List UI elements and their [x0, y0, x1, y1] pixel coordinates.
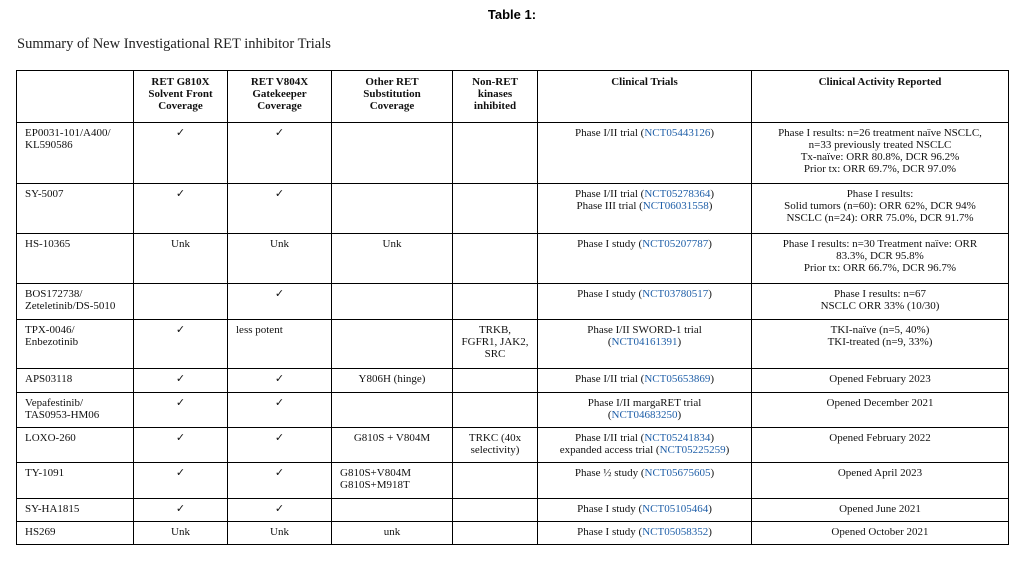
nct-link[interactable]: NCT05058352 [642, 526, 709, 538]
other-ret-cell [332, 284, 453, 320]
g810x-cell: ✓ [134, 393, 228, 428]
table-row [17, 369, 1009, 393]
header-other-ret: Other RET Substitution Coverage [332, 71, 453, 123]
clinical-activity-cell: Opened April 2023 [752, 463, 1009, 499]
v804x-cell: ✓ [228, 463, 332, 499]
nct-link[interactable]: NCT05675605 [644, 467, 711, 479]
non-ret-cell [453, 522, 538, 545]
drug-name-cell: HS-10365 [17, 234, 134, 284]
g810x-cell: Unk [134, 234, 228, 284]
nct-link[interactable]: NCT06031558 [642, 200, 709, 212]
nct-link[interactable]: NCT03780517 [642, 288, 709, 300]
v804x-cell: ✓ [228, 393, 332, 428]
nct-link[interactable]: NCT05443126 [644, 127, 711, 139]
other-ret-cell: Y806H (hinge) [332, 369, 453, 393]
drug-name-cell: BOS172738/ Zeteletinib/DS-5010 [17, 284, 134, 320]
header-clinical-trials: Clinical Trials [538, 71, 752, 123]
v804x-cell: Unk [228, 522, 332, 545]
drug-name-cell: HS269 [17, 522, 134, 545]
nct-link[interactable]: NCT05278364 [644, 188, 711, 200]
clinical-activity-cell: TKI-naïve (n=5, 40%) TKI-treated (n=9, 33%) [752, 320, 1009, 369]
nct-link[interactable]: NCT04683250 [611, 409, 678, 421]
clinical-activity-cell: Opened February 2022 [752, 428, 1009, 463]
clinical-activity-cell: Opened June 2021 [752, 499, 1009, 522]
clinical-trials-cell: Phase I/II margaRET trial (NCT04683250) [538, 393, 752, 428]
table-row [17, 499, 1009, 522]
non-ret-cell [453, 184, 538, 234]
table-row [17, 234, 1009, 284]
v804x-cell: ✓ [228, 369, 332, 393]
clinical-activity-cell: Phase I results: n=30 Treatment naïve: ORR 83.3%, DCR 95.8% Prior tx: ORR 66.7%, DCR 96.7% [752, 234, 1009, 284]
nct-link[interactable]: NCT04161391 [611, 336, 678, 348]
g810x-cell: Unk [134, 522, 228, 545]
header-g810x: RET G810X Solvent Front Coverage [134, 71, 228, 123]
clinical-activity-cell: Opened October 2021 [752, 522, 1009, 545]
g810x-cell: ✓ [134, 320, 228, 369]
table-row [17, 393, 1009, 428]
non-ret-cell [453, 284, 538, 320]
v804x-cell: ✓ [228, 184, 332, 234]
g810x-cell: ✓ [134, 123, 228, 184]
other-ret-cell [332, 393, 453, 428]
clinical-activity-cell: Opened December 2021 [752, 393, 1009, 428]
clinical-activity-cell: Phase I results: Solid tumors (n=60): ORR 62%, DCR 94% NSCLC (n=24): ORR 75.0%, DCR 91.7% [752, 184, 1009, 234]
other-ret-cell: G810S+V804M G810S+M918T [332, 463, 453, 499]
clinical-trials-cell: Phase I study (NCT03780517) [538, 284, 752, 320]
clinical-trials-cell: Phase I study (NCT05207787) [538, 234, 752, 284]
drug-name-cell: EP0031-101/A400/ KL590586 [17, 123, 134, 184]
non-ret-cell [453, 499, 538, 522]
table-row [17, 522, 1009, 545]
other-ret-cell [332, 123, 453, 184]
other-ret-cell: Unk [332, 234, 453, 284]
v804x-cell: ✓ [228, 123, 332, 184]
v804x-cell: Unk [228, 234, 332, 284]
v804x-cell: less potent [228, 320, 332, 369]
header-clinical-activity: Clinical Activity Reported [752, 71, 1009, 123]
other-ret-cell [332, 320, 453, 369]
header-v804x: RET V804X Gatekeeper Coverage [228, 71, 332, 123]
v804x-cell: ✓ [228, 284, 332, 320]
other-ret-cell [332, 499, 453, 522]
non-ret-cell [453, 463, 538, 499]
drug-name-cell: APS03118 [17, 369, 134, 393]
non-ret-cell [453, 234, 538, 284]
g810x-cell [134, 284, 228, 320]
nct-link[interactable]: NCT05241834 [644, 432, 711, 444]
table-row [17, 123, 1009, 184]
table-title: Table 1: [487, 7, 537, 22]
nct-link[interactable]: NCT05225259 [659, 444, 726, 456]
clinical-trials-cell: Phase I/II trial (NCT05653869) [538, 369, 752, 393]
non-ret-cell: TRKC (40x selectivity) [453, 428, 538, 463]
clinical-trials-cell: Phase I/II trial (NCT05278364) Phase III trial (NCT06031558) [538, 184, 752, 234]
other-ret-cell: G810S + V804M [332, 428, 453, 463]
clinical-trials-cell: Phase ½ study (NCT05675605) [538, 463, 752, 499]
table-row [17, 463, 1009, 499]
clinical-trials-cell: Phase I/II trial (NCT05443126) [538, 123, 752, 184]
g810x-cell: ✓ [134, 428, 228, 463]
v804x-cell: ✓ [228, 499, 332, 522]
drug-name-cell: SY-5007 [17, 184, 134, 234]
clinical-activity-cell: Opened February 2023 [752, 369, 1009, 393]
clinical-trials-cell: Phase I/II trial (NCT05241834) expanded access trial (NCT05225259) [538, 428, 752, 463]
table-row [17, 428, 1009, 463]
header-row [17, 71, 1009, 123]
drug-name-cell: Vepafestinib/ TAS0953-HM06 [17, 393, 134, 428]
nct-link[interactable]: NCT05105464 [642, 503, 709, 515]
header-drug [17, 71, 134, 123]
non-ret-cell: TRKB, FGFR1, JAK2, SRC [453, 320, 538, 369]
g810x-cell: ✓ [134, 463, 228, 499]
drug-name-cell: TPX-0046/ Enbezotinib [17, 320, 134, 369]
drug-name-cell: LOXO-260 [17, 428, 134, 463]
nct-link[interactable]: NCT05207787 [642, 238, 709, 250]
g810x-cell: ✓ [134, 369, 228, 393]
clinical-activity-cell: Phase I results: n=26 treatment naïve NSCLC, n=33 previously treated NSCLC Tx-naïve: ORR 80.8%, DCR 96.2% Prior tx: ORR 69.7%, DCR 97.0% [752, 123, 1009, 184]
v804x-cell: ✓ [228, 428, 332, 463]
other-ret-cell: unk [332, 522, 453, 545]
table-row [17, 320, 1009, 369]
ret-inhibitor-table [16, 70, 1009, 545]
non-ret-cell [453, 369, 538, 393]
clinical-activity-cell: Phase I results: n=67 NSCLC ORR 33% (10/30) [752, 284, 1009, 320]
g810x-cell: ✓ [134, 499, 228, 522]
drug-name-cell: SY-HA1815 [17, 499, 134, 522]
table-caption: Summary of New Investigational RET inhibitor Trials [17, 36, 331, 52]
clinical-trials-cell: Phase I/II SWORD-1 trial (NCT04161391) [538, 320, 752, 369]
non-ret-cell [453, 393, 538, 428]
g810x-cell: ✓ [134, 184, 228, 234]
non-ret-cell [453, 123, 538, 184]
nct-link[interactable]: NCT05653869 [644, 373, 711, 385]
table-row [17, 184, 1009, 234]
other-ret-cell [332, 184, 453, 234]
header-non-ret: Non-RET kinases inhibited [453, 71, 538, 123]
clinical-trials-cell: Phase I study (NCT05105464) [538, 499, 752, 522]
drug-name-cell: TY-1091 [17, 463, 134, 499]
table-row [17, 284, 1009, 320]
clinical-trials-cell: Phase I study (NCT05058352) [538, 522, 752, 545]
